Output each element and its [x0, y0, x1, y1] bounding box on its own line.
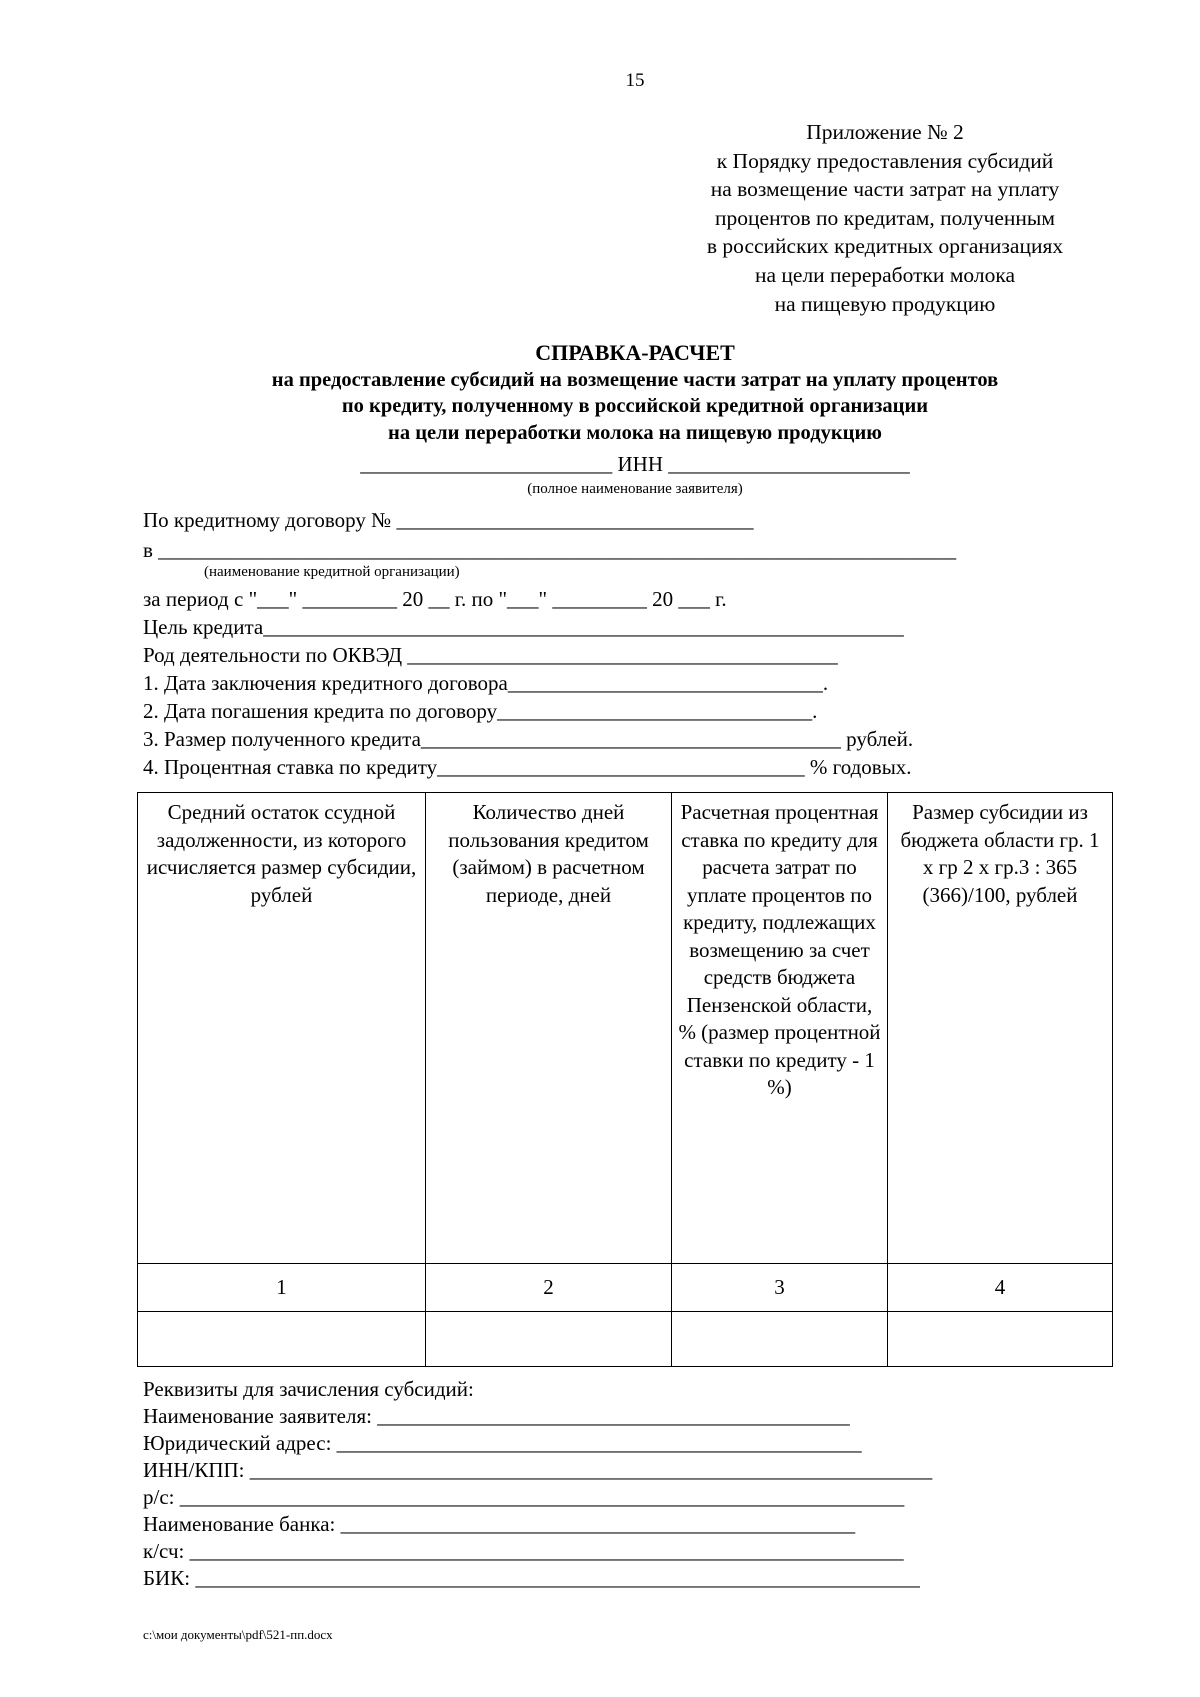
- column-number: 1: [138, 1264, 426, 1312]
- appendix-note: [660, 118, 1110, 318]
- credit-purpose-line: Цель кредита_____________________________________________________________: [143, 615, 904, 639]
- title-subline: на предоставление субсидий на возмещение части затрат на уплату процентов: [271, 368, 999, 391]
- applicant-caption: (полное наименование заявителя): [527, 481, 743, 497]
- requisite-account: р/с: _____________________________________________________________________: [143, 1485, 905, 1509]
- title-subline: по кредиту, полученному в российской кредитной организации: [341, 395, 929, 417]
- column-number: 4: [888, 1264, 1113, 1312]
- data-cell[interactable]: [672, 1312, 888, 1367]
- appendix-line: Приложение № 2: [806, 120, 964, 144]
- header-cell: Размер субсидии из бюджета области гр. 1 х гр 2 х гр.3 : 365 (366)/100, рублей: [888, 793, 1113, 1264]
- requisites-heading: Реквизиты для зачисления субсидий:: [143, 1377, 474, 1401]
- file-path-footer: c:\мои документы\pdf\521-пп.docx: [143, 1627, 333, 1642]
- title-subline: на цели переработки молока на пищевую продукцию: [388, 421, 882, 444]
- credit-contract-line: По кредитному договору № __________________________________: [143, 508, 754, 532]
- interest-rate-line: 4. Процентная ставка по кредиту___________________________________ % годовых.: [143, 755, 912, 779]
- okved-line: Род деятельности по ОКВЭД _________________________________________: [143, 643, 838, 667]
- bank-caption: (наименование кредитной организации): [204, 564, 460, 580]
- data-cell[interactable]: [888, 1312, 1113, 1367]
- data-cell[interactable]: [426, 1312, 672, 1367]
- repayment-date-line: 2. Дата погашения кредита по договору______________________________.: [143, 699, 818, 723]
- table-row: [138, 1312, 1113, 1367]
- bank-line: в ____________________________________________________________________________: [143, 538, 957, 562]
- period-line: за период с "___" _________ 20 __ г. по "___" _________ 20 ___ г.: [143, 587, 727, 611]
- requisite-legal-address: Юридический адрес: __________________________________________________: [143, 1431, 862, 1455]
- credit-amount-line: 3. Размер полученного кредита________________________________________ рублей.: [143, 727, 914, 751]
- contract-date-line: 1. Дата заключения кредитного договора______________________________.: [143, 671, 829, 695]
- requisite-corr-account: к/сч: ____________________________________________________________________: [143, 1539, 904, 1563]
- appendix-line: к Порядку предоставления субсидий: [716, 148, 1054, 173]
- data-cell[interactable]: [138, 1312, 426, 1367]
- column-number: 3: [672, 1264, 888, 1312]
- column-number: 2: [426, 1264, 672, 1312]
- header-cell: Средний остаток ссудной задолженности, из которого исчисляется размер субсидии, рублей: [138, 793, 426, 1264]
- requisite-bank-name: Наименование банка: _________________________________________________: [143, 1512, 856, 1536]
- appendix-line: на цели переработки молока: [754, 262, 1016, 287]
- header-cell: Расчетная процентная ставка по кредиту для расчета затрат по уплате процентов по кредиту, подлежащих возмещению за счет средств бюджета Пензенской области, % (размер процентной ставки по кредиту - 1 %): [672, 793, 888, 1264]
- header-cell: Количество дней пользования кредитом (займом) в расчетном периоде, дней: [426, 793, 672, 1264]
- document-title: [130, 340, 1140, 446]
- column-number-row: [138, 1264, 1113, 1312]
- requisite-inn-kpp: ИНН/КПП: _________________________________________________________________: [143, 1458, 933, 1482]
- appendix-line: процентов по кредитам, полученным: [715, 205, 1055, 230]
- requisite-applicant-name: Наименование заявителя: _____________________________________________: [143, 1404, 850, 1428]
- appendix-line: в российских кредитных организациях: [706, 234, 1064, 259]
- calculation-table: [137, 792, 1113, 1367]
- page-number: 15: [625, 70, 645, 91]
- table-header-row: [138, 793, 1113, 1264]
- applicant-inn-line: ________________________ ИНН _______________________: [360, 452, 910, 476]
- appendix-line: на возмещение части затрат на уплату: [710, 177, 1060, 202]
- title-main: СПРАВКА-РАСЧЕТ: [535, 340, 735, 365]
- requisite-bik: БИК: _____________________________________________________________________: [143, 1566, 920, 1590]
- appendix-line: на пищевую продукцию: [774, 291, 996, 316]
